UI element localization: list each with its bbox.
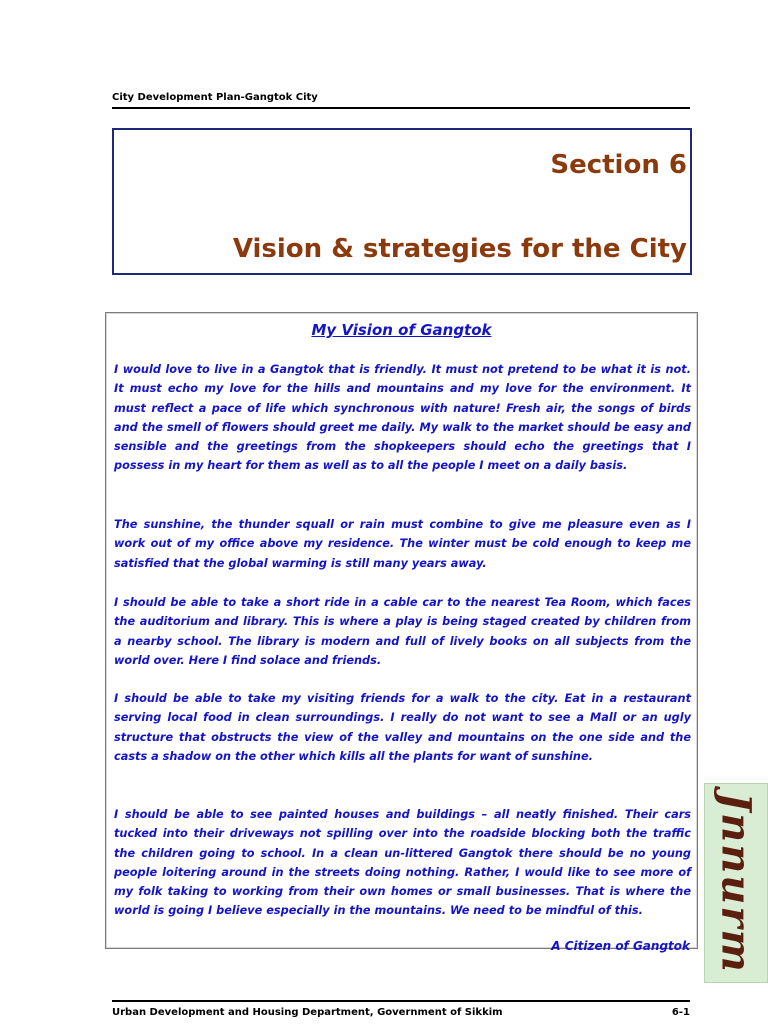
vision-paragraph-4: I should be able to take my visiting friends for a walk to the city. Eat in a restaurant serving local food in clean surroundings. I really do not want to see a Mall or an ugly structure that obstructs the view of the valley and mountains on the one side and the casts a shadow on the other which kills all the plants for want of sunshine. <box>114 692 691 763</box>
jnnurm-logo-text: Jnnurm <box>712 792 760 974</box>
vision-paragraph-1: I would love to live in a Gangtok that is friendly. It must not pretend to be what it is not. It must echo my love for the hills and mountains and my love for the environment. It must reflect a pace of life which synchronous with nature! Fresh air, the songs of birds and the smell of flowers should greet me daily. My walk to the market should be easy and sensible and the greetings from the shopkeepers should echo the greetings that I possess in my heart for them as well as to all the people I meet on a daily basis. <box>114 363 691 473</box>
jnnurm-logo <box>704 783 768 983</box>
vision-title: My Vision of Gangtok <box>311 321 492 339</box>
vision-paragraph-5: I should be able to see painted houses and buildings – all neatly finished. Their cars tucked into their driveways not spilling over into the roadside blocking both the traffic the children going to school. In a clean un-littered Gangtok there should be no young people loitering around in the streets doing nothing. Rather, I would like to see more of my folk taking to working from their own homes or small businesses. That is where the world is going I believe especially in the mountains. We need to be mindful of this. <box>114 808 691 918</box>
section-number: Section 6 <box>550 150 687 180</box>
footer-department: Urban Development and Housing Department, Government of Sikkim <box>112 1007 503 1018</box>
vision-paragraph-3: I should be able to take a short ride in a cable car to the nearest Tea Room, which faces the auditorium and library. This is where a play is being staged created by children from a nearby school. The library is modern and full of lively books on all subjects from the world over. Here I find solace and friends. <box>114 596 691 667</box>
vision-statement-box <box>105 312 698 953</box>
page-number: 6-1 <box>671 1007 690 1018</box>
section-heading-box <box>112 128 692 275</box>
footer-rule <box>112 1000 690 1002</box>
vision-signature: A Citizen of Gangtok <box>551 939 690 953</box>
section-title: Vision & strategies for the City <box>232 234 687 264</box>
header-rule <box>112 107 690 109</box>
vision-paragraph-2: The sunshine, the thunder squall or rain must combine to give me pleasure even as I work out of my office above my residence. The winter must be cold enough to keep me satisfied that the global warming is still many years away. <box>114 518 691 570</box>
running-header: City Development Plan-Gangtok City <box>112 92 318 103</box>
